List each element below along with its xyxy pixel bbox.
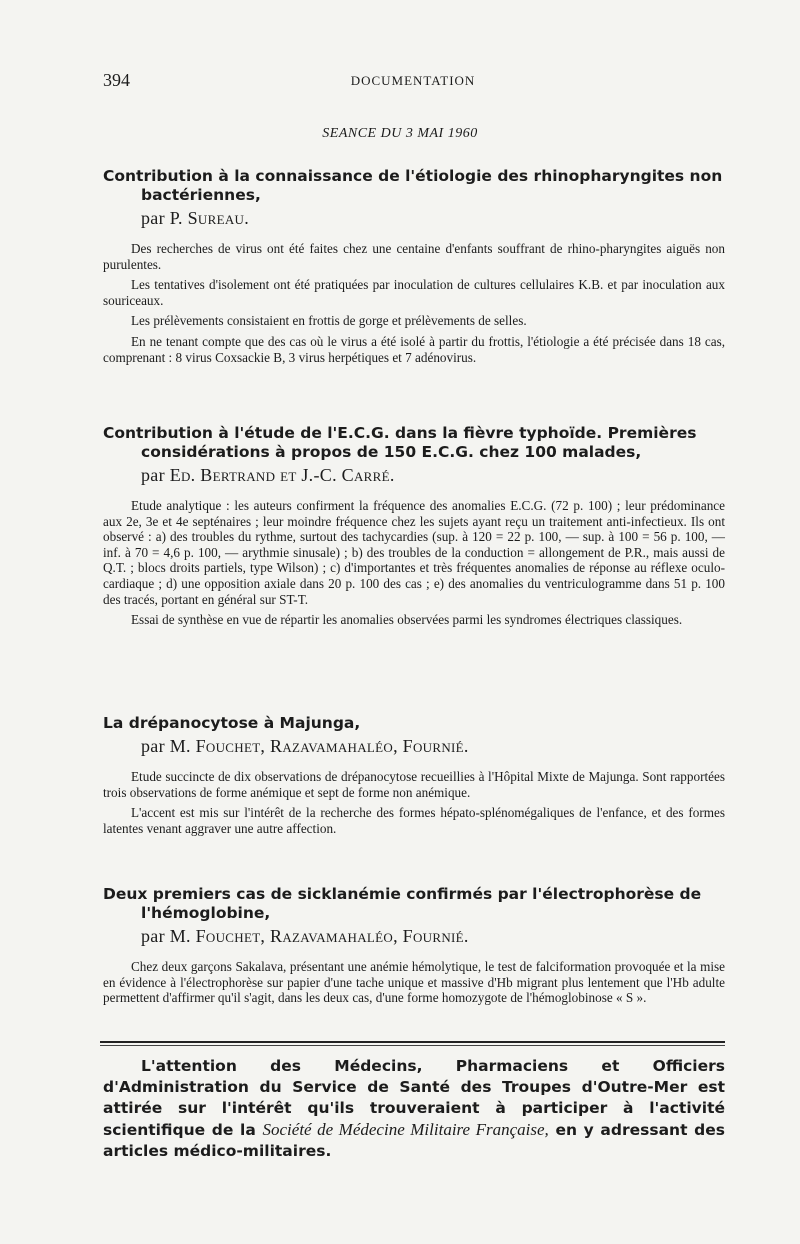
paragraph: Les tentatives d'isolement ont été pratiquées par inoculation de cultures cellulaires K.B. et par inoculation aux souriceaux. (103, 277, 725, 308)
paragraph: Chez deux garçons Sakalava, présentant une anémie hémolytique, le test de falciformation provoquée et la mise en évidence à l'électrophorèse sur papier d'une tache unique et massive d'Hb migrant plus lentement que l'Hb adulte permettent d'affirmer qu'il s'agit, dans les deux cas, d'une forme homozygote de l'hémoglobinose « S ». (103, 959, 725, 1006)
page-header (103, 70, 723, 92)
article-rhinopharyngites (103, 167, 725, 370)
paragraph: Les prélèvements consistaient en frottis de gorge et prélèvements de selles. (131, 313, 527, 329)
article-title-line2: bactériennes, (141, 186, 261, 204)
article-title-line1: Contribution à la connaissance de l'étiologie des rhinopharyngites non (103, 167, 723, 185)
divider-rule (100, 1045, 725, 1046)
paragraph: Etude analytique : les auteurs confirment la fréquence des anomalies E.C.G. (72 p. 100) ; leur prédominance aux 2e, 3e et 4e septénaires ; leur moindre fréquence chez les sujets ayant reçu un traitement anti-infectieux. Ils ont observé : a) des troubles du rythme, surtout des tachycardies (sup. à 120 = 22 p. 100, — sup. à 100 = 56 p. 100, — inf. à 70 = 4,6 p. 100, — arythmie sinusale) ; b) des troubles de la conduction = allongement de P.R., mais aussi de Q.T. ; blocs droits partiels, type Wilson) ; c) d'importantes et très fréquentes anomalies de réponse au réflexe oculo-cardiaque ; d) une opposition axiale dans 20 p. 100 des cas ; e) des anomalies du ventriculogramme dans 51 p. 100 des tracés, portant en général sur ST-T. (103, 498, 725, 607)
authors-names: P. Sureau. (169, 208, 250, 228)
article-authors (103, 926, 725, 947)
article-title (103, 885, 725, 923)
article-drepanocytose (103, 714, 725, 841)
paragraph: En ne tenant compte que des cas où le virus a été isolé à partir du frottis, l'étiologie a été précisée dans 18 cas, comprenant : 8 virus Coxsackie B, 3 virus herpétiques et 7 adénovirus. (103, 333, 725, 365)
article-title (103, 167, 725, 205)
article-authors (103, 465, 725, 486)
paragraph: Etude succincte de dix observations de drépanocytose recueillies à l'Hôpital Mixte de Majunga. Sont rapportées trois observations de forme anémique et sept de forme non anémique. (103, 769, 725, 800)
society-name: Société de Médecine Militaire Française, (262, 1120, 549, 1139)
article-title-line1: Contribution à l'étude de l'E.C.G. dans la fièvre typhoïde. Premières (103, 424, 697, 442)
authors-names: Ed. Bertrand et J.-C. Carré. (169, 465, 395, 485)
article-sicklanemie (103, 885, 725, 1011)
notice-text-after: en y adressant des articles médico-militaires. (103, 1121, 725, 1160)
paragraph: Essai de synthèse en vue de répartir les anomalies observées parmi les syndromes électriques classiques. (131, 612, 683, 628)
article-title-line1: La drépanocytose à Majunga, (103, 714, 361, 732)
notice-text (103, 1056, 725, 1162)
paragraph: Des recherches de virus ont été faites chez une centaine d'enfants souffrant de rhino-pharyngites aiguës non purulentes. (103, 241, 725, 272)
authors-prefix: par (141, 736, 165, 756)
notice-block (103, 1056, 725, 1162)
article-ecg-typhoide (103, 424, 725, 633)
article-authors (103, 736, 725, 757)
article-title (103, 714, 725, 733)
notice-text-before: L'attention des Médecins, Pharmaciens et Officiers d'Administration du Service de Santé des Troupes d'Outre-Mer est attirée sur l'intérêt qu'ils trouveraient à participer à l'activité scientifique de la (103, 1057, 725, 1139)
authors-prefix: par (141, 926, 165, 946)
page-number: 394 (103, 70, 130, 90)
authors-prefix: par (141, 208, 165, 228)
divider-rule (100, 1041, 725, 1043)
session-heading: SEANCE DU 3 MAI 1960 (322, 126, 478, 141)
authors-names: M. Fouchet, Razavamahaléo, Fournié. (169, 926, 469, 946)
paragraph: L'accent est mis sur l'intérêt de la recherche des formes hépato-splénomégaliques de l'enfance, et des formes latentes venant aggraver une autre affection. (103, 805, 725, 836)
authors-names: M. Fouchet, Razavamahaléo, Fournié. (169, 736, 469, 756)
article-title-line2: considérations à propos de 150 E.C.G. chez 100 malades, (141, 443, 642, 461)
article-authors (103, 208, 725, 229)
article-title-line2: l'hémoglobine, (141, 904, 271, 922)
running-title: DOCUMENTATION (350, 73, 476, 88)
authors-prefix: par (141, 465, 165, 485)
article-title-line1: Deux premiers cas de sicklanémie confirmés par l'électrophorèse de (103, 885, 702, 903)
article-title (103, 424, 725, 462)
